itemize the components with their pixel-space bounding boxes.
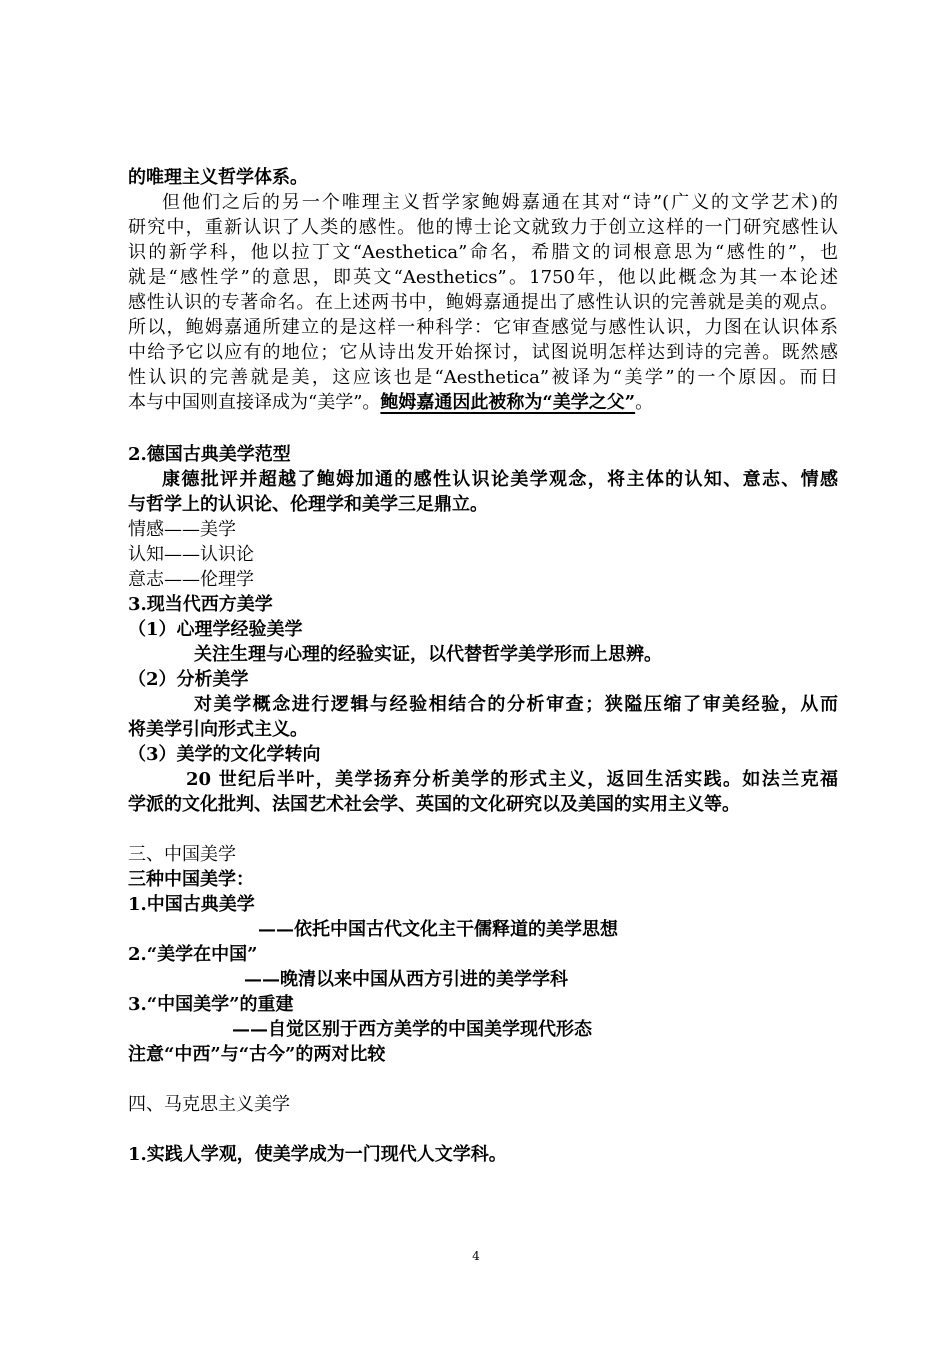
subsection-text: 将美学引向形式主义。 (128, 719, 308, 740)
list-item-desc: ——自觉区别于西方美学的中国美学现代形态 (232, 1019, 592, 1040)
pair-item: 情感——美学 (128, 519, 236, 540)
list-item-desc: ——晚清以来中国从西方引进的美学学科 (244, 969, 568, 990)
pair-item: 认知——认识论 (128, 544, 254, 565)
section-title: 三种中国美学： (128, 869, 254, 890)
para1-line: 但他们之后的另一个唯理主义哲学家鲍姆嘉通在其对“诗”(广义的文学艺术)的 (162, 192, 838, 213)
section-text: 康德批评并超越了鲍姆加通的感性认识论美学观念，将主体的认知、意志、情感 (162, 469, 838, 490)
chapter-heading: 四、马克思主义美学 (128, 1094, 290, 1115)
subsection-text: 对美学概念进行逻辑与经验相结合的分析审查；狭隘压缩了审美经验，从而 (194, 694, 838, 715)
para1-line: 研究中，重新认识了人类的感性。他的博士论文就致力于创立这样的一门研究感性认 (128, 217, 838, 238)
top-line: 的唯理主义哲学体系。 (128, 167, 308, 188)
para1-end: 。 (635, 392, 654, 413)
page-number: 4 (472, 1249, 480, 1263)
list-item: 2.“美学在中国” (128, 944, 258, 965)
section-title: 3.现当代西方美学 (128, 594, 273, 615)
list-item: 1.中国古典美学 (128, 894, 255, 915)
subsection-text: 关注生理与心理的经验实证，以代替哲学美学形而上思辨。 (194, 644, 662, 665)
subsection-title: （1）心理学经验美学 (128, 619, 303, 640)
subsection-text: 学派的文化批判、法国艺术社会学、英国的文化研究以及美国的实用主义等。 (128, 794, 740, 815)
para1-line: 性认识的完善就是美，这应该也是“Aesthetica”被译为“美学”的一个原因。而日 (128, 367, 838, 388)
para1-line: 所以，鲍姆嘉通所建立的是这样一种科学：它审查感觉与感性认识，力图在认识体系 (128, 317, 838, 338)
section-text: 与哲学上的认识论、伦理学和美学三足鼎立。 (128, 494, 488, 515)
section-title: 2.德国古典美学范型 (128, 444, 291, 465)
list-item: 3.“中国美学”的重建 (128, 994, 294, 1015)
para1-last-text: 本与中国则直接译成为“美学”。 (128, 392, 381, 413)
para1-line: 中给予它以应有的地位；它从诗出发开始探讨，试图说明怎样达到诗的完善。既然感 (128, 342, 838, 363)
note: 注意“中西”与“古今”的两对比较 (128, 1044, 386, 1065)
para1-emphasis: 鲍姆嘉通因此被称为“美学之父” (380, 392, 636, 413)
pair-item: 意志——伦理学 (128, 569, 254, 590)
para1-line: 识的新学科，他以拉丁文“Aesthetica”命名，希腊文的词根意思为“感性的”，也 (128, 242, 838, 263)
section-title: 1.实践人学观，使美学成为一门现代人文学科。 (128, 1144, 507, 1165)
subsection-title: （3）美学的文化学转向 (128, 744, 321, 765)
subsection-text: 20 世纪后半叶，美学扬弃分析美学的形式主义，返回生活实践。如法兰克福 (186, 769, 838, 790)
chapter-heading: 三、中国美学 (128, 844, 236, 865)
para1-line: 就是“感性学”的意思，即英文“Aesthetics”。1750年，他以此概念为其一本论述 (128, 267, 838, 288)
subsection-title: （2）分析美学 (128, 669, 249, 690)
para1-last-line (128, 390, 653, 415)
list-item-desc: ——依托中国古代文化主干儒释道的美学思想 (258, 919, 618, 940)
para1-line: 感性认识的专著命名。在上述两书中，鲍姆嘉通提出了感性认识的完善就是美的观点。 (128, 292, 838, 313)
